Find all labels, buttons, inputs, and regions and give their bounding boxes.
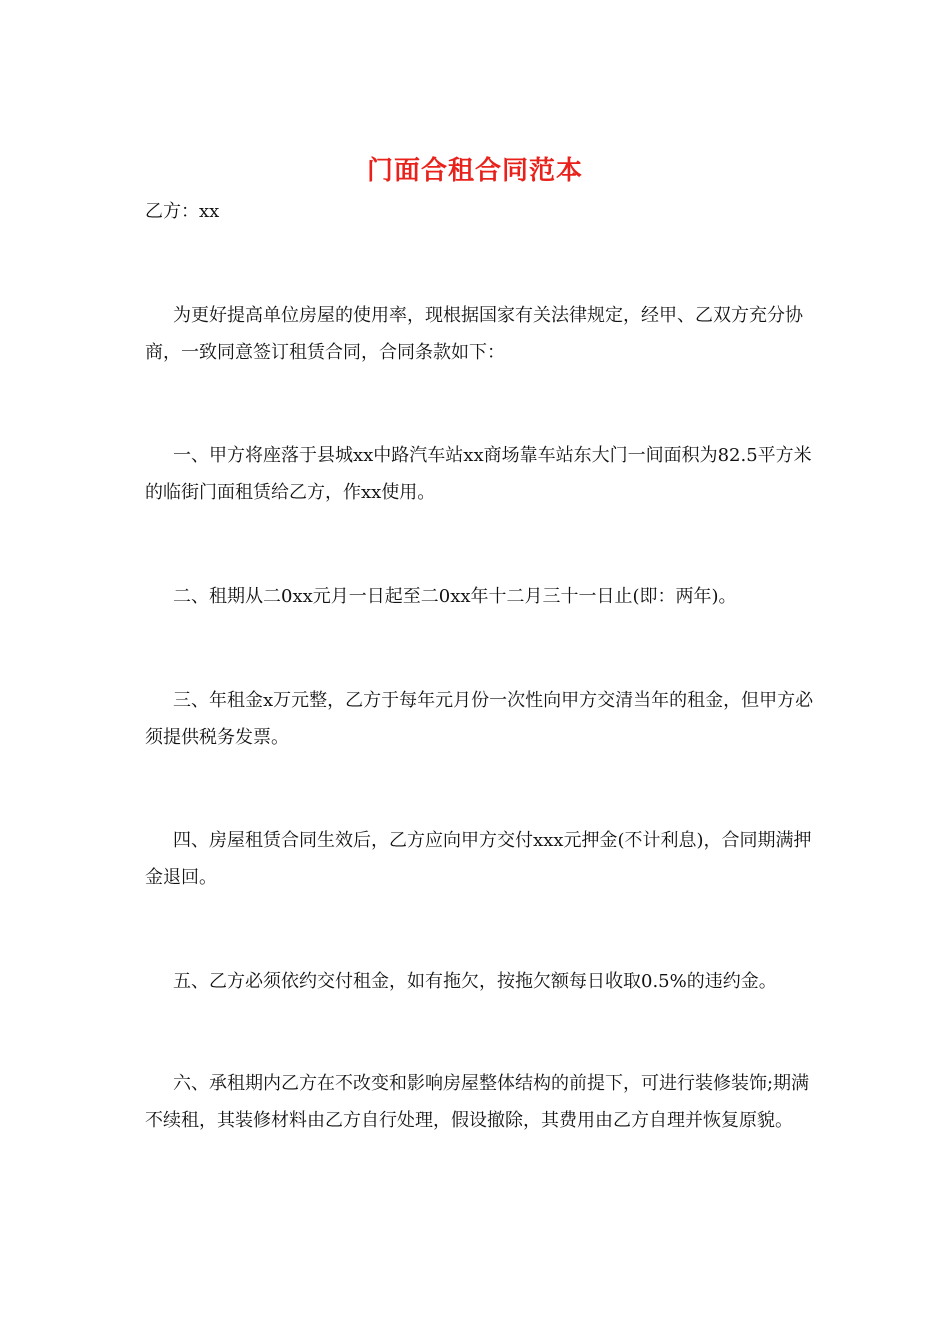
clause-5: 五、乙方必须依约交付租金，如有拖欠，按拖欠额每日收取0.5%的违约金。 bbox=[173, 971, 777, 992]
intro-paragraph: 为更好提高单位房屋的使用率，现根据国家有关法律规定，经甲、乙双方充分协商，一致同意签订租赁合同，合同条款如下： bbox=[145, 305, 803, 363]
document-title: 门面合租合同范本 bbox=[366, 156, 583, 186]
clause-1: 一、甲方将座落于县城xx中路汽车站xx商场靠车站东大门一间面积为82.5平方米的临街门面租赁给乙方，作xx使用。 bbox=[145, 445, 812, 503]
clause-2: 二、租期从二0xx元月一日起至二0xx年十二月三十一日止(即：两年)。 bbox=[173, 586, 737, 607]
clause-3: 三、年租金x万元整，乙方于每年元月份一次性向甲方交清当年的租金，但甲方必须提供税务发票。 bbox=[145, 690, 814, 748]
clause-6: 六、承租期内乙方在不改变和影响房屋整体结构的前提下，可进行装修装饰;期满不续租，其装修材料由乙方自行处理，假设撤除，其费用由乙方自理并恢复原貌。 bbox=[145, 1073, 810, 1131]
party-b-line: 乙方：xx bbox=[145, 201, 220, 222]
clause-4: 四、房屋租赁合同生效后，乙方应向甲方交付xxx元押金(不计利息)，合同期满押金退回。 bbox=[145, 830, 812, 888]
